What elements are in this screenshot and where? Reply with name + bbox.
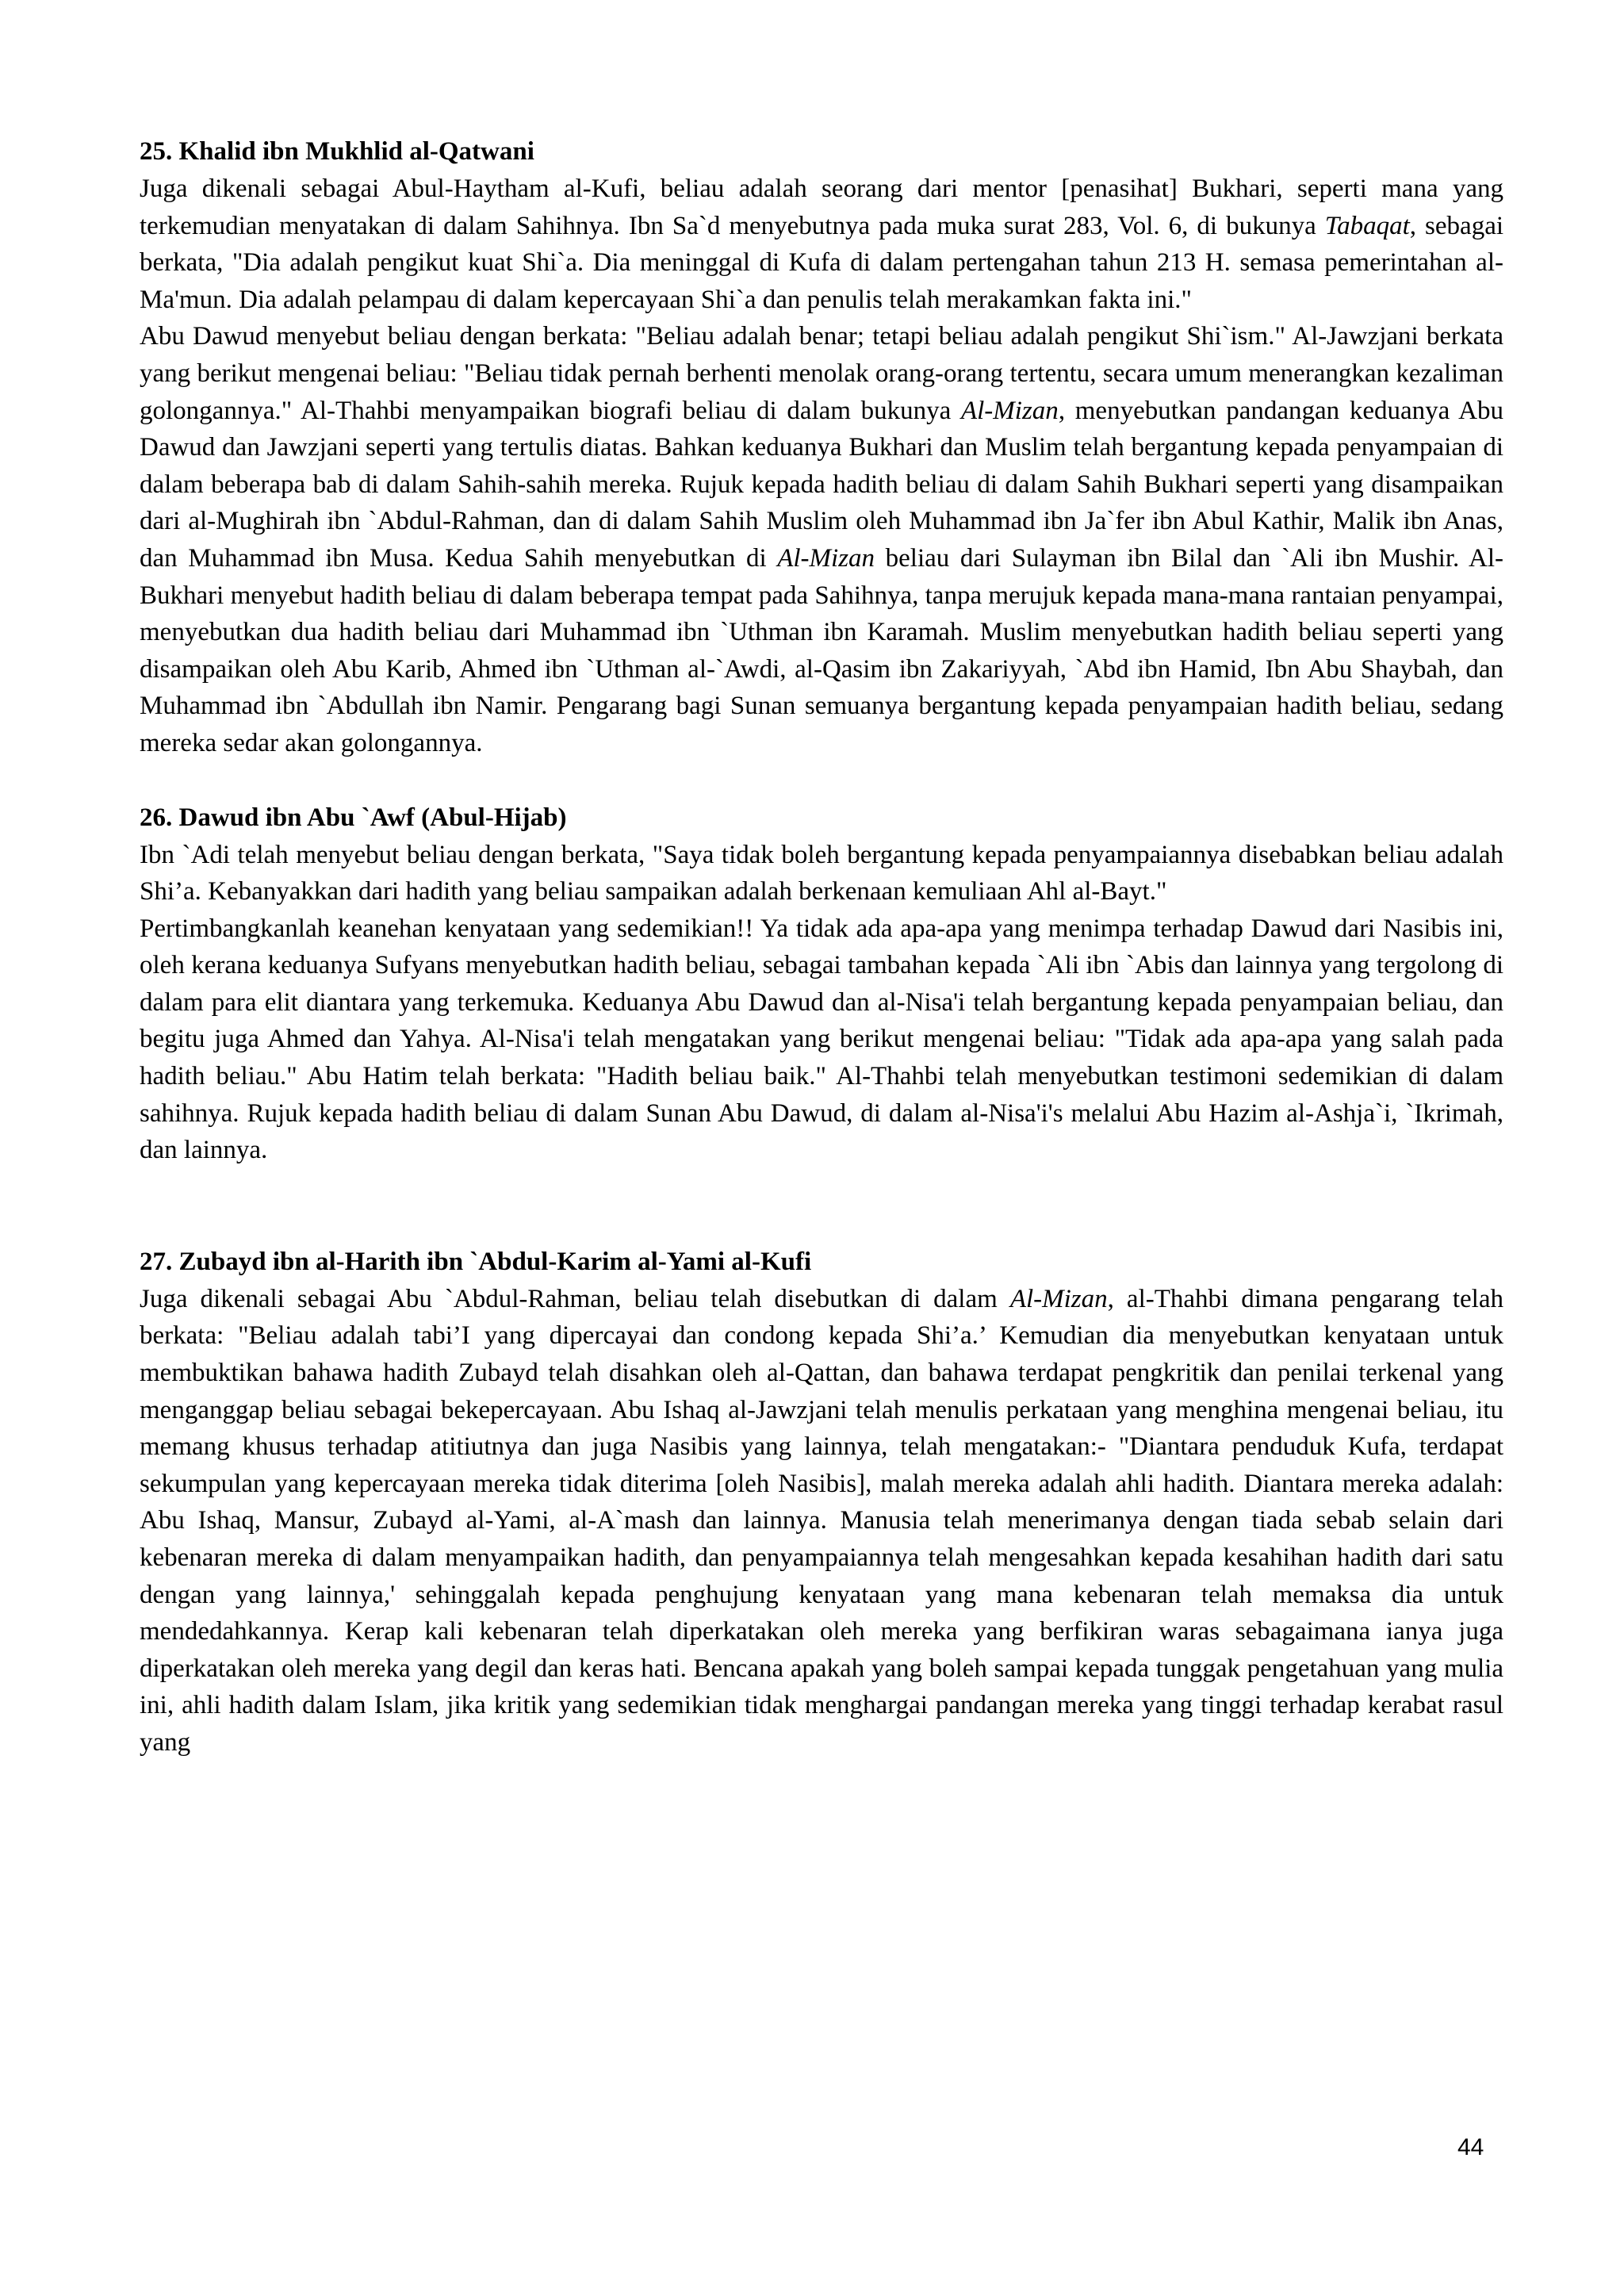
paragraph: [140, 171, 1503, 318]
book-title-italic: Al-Mizan: [777, 543, 875, 573]
book-title-italic: Al-Mizan: [960, 396, 1059, 425]
text-run: , al-Thahbi dimana pengarang telah berkata: "Beliau adalah tabi’I yang dipercayai dan condong kepada Shi’a.’ Kemudian dia menyebutkan kenyataan untuk membuktikan bahawa hadith Zubayd telah disahkan oleh al-Qattan, dan bahawa terdapat pengkritik dan penilai terkenal yang menganggap beliau sebagai bekepercayaan. Abu Ishaq al-Jawzjani telah menulis perkataan yang menghina mengenai beliau, itu memang khusus terhadap atitiutnya dan juga Nasibis yang lainnya, telah mengatakan:- "Diantara penduduk Kufa, terdapat sekumpulan yang kepercayaan mereka tidak diterima [oleh Nasibis], malah mereka adalah ahli hadith. Diantara mereka adalah: Abu Ishaq, Mansur, Zubayd al-Yami, al-A`mash dan lainnya. Manusia telah menerimanya dengan tiada sebab selain dari kebenaran mereka di dalam menyampaikan hadith, dan penyampaiannya telah mengesahkan kepada kesahihan hadith dari satu dengan yang lainnya,' sehinggalah kepada penghujung kenyataan yang mana kebenaran telah memaksa dia untuk mendedahkannya. Kerap kali kebenaran telah diperkatakan oleh mereka yang berfikiran waras sebagaimana ianya juga diperkatakan oleh mereka yang degil dan keras hati. Bencana apakah yang boleh sampai kepada tunggak pengetahuan yang mulia ini, ahli hadith dalam Islam, jika kritik yang sedemikian tidak menghargai pandangan mereka yang tinggi terhadap kerabat rasul yang: [140, 1284, 1503, 1757]
section-title: 27. Zubayd ibn al-Harith ibn `Abdul-Karim al-Yami al-Kufi: [140, 1247, 812, 1276]
paragraph: [140, 318, 1503, 761]
section-title: 25. Khalid ibn Mukhlid al-Qatwani: [140, 137, 534, 166]
section-26: [140, 799, 1503, 1169]
text-run: beliau dari Sulayman ibn Bilal dan `Ali ibn Mushir. Al-Bukhari menyebut hadith beliau di dalam beberapa tempat pada Sahihnya, tanpa merujuk kepada mana-mana rantaian penyampai, menyebutkan dua hadith beliau dari Muhammad ibn `Uthman ibn Karamah. Muslim menyebutkan hadith beliau seperti yang disampaikan oleh Abu Karib, Ahmed ibn `Uthman al-`Awdi, al-Qasim ibn Zakariyyah, `Abd ibn Hamid, Ibn Abu Shaybah, dan Muhammad ibn `Abdullah ibn Namir. Pengarang bagi Sunan semuanya bergantung kepada penyampaian hadith beliau, sedang mereka sedar akan golongannya.: [140, 543, 1503, 757]
book-title-italic: Al-Mizan: [1009, 1284, 1108, 1313]
text-run: , sebagai berkata, "Dia adalah pengikut kuat Shi`a. Dia meninggal di Kufa di dalam pertengahan tahun 213 H. semasa pemerintahan al-Ma'mun. Dia adalah pelampau di dalam kepercayaan Shi`a dan penulis telah merakamkan fakta ini.": [140, 211, 1504, 314]
paragraph: [140, 1281, 1503, 1761]
text-run: Juga dikenali sebagai Abu `Abdul-Rahman, beliau telah disebutkan di dalam: [140, 1284, 1010, 1313]
text-run: Pertimbangkanlah keanehan kenyataan yang sedemikian!! Ya tidak ada apa-apa yang menimpa terhadap Dawud dari Nasibis ini, oleh kerana keduanya Sufyans menyebutkan hadith beliau, sebagai tambahan kepada `Ali ibn `Abis dan lainnya yang tergolong di dalam para elit diantara yang terkemuka. Keduanya Abu Dawud dan al-Nisa'i telah bergantung kepada penyampaian beliau, dan begitu juga Ahmed dan Yahya. Al-Nisa'i telah mengatakan yang berikut mengenai beliau: "Tidak ada apa-apa yang salah pada hadith beliau." Abu Hatim telah berkata: "Hadith beliau baik." Al-Thahbi telah menyebutkan testimoni sedemikian di dalam sahihnya. Rujuk kepada hadith beliau di dalam Sunan Abu Dawud, di dalam al-Nisa'i's melalui Abu Hazim al-Ashja`i, `Ikrimah, dan lainnya.: [140, 914, 1503, 1165]
text-run: Juga dikenali sebagai Abul-Haytham al-Kufi, beliau adalah seorang dari mentor [penasihat] Bukhari, seperti mana yang terkemudian menyatakan di dalam Sahihnya. Ibn Sa`d menyebutnya pada muka surat 283, Vol. 6, di bukunya: [140, 174, 1503, 240]
document-body: [140, 133, 1503, 1761]
text-run: Abu Dawud menyebut beliau dengan berkata: "Beliau adalah benar; tetapi beliau adalah pengikut Shi`ism." Al-Jawzjani berkata yang berikut mengenai beliau: "Beliau tidak pernah berhenti menolak orang-orang tertentu, secara umum menerangkan kezaliman golongannya." Al-Thahbi menyampaikan biografi beliau di dalam bukunya: [140, 322, 1503, 425]
page-number: 44: [1457, 2134, 1484, 2160]
section-25: [140, 133, 1503, 762]
paragraph: [140, 837, 1503, 910]
text-run: Ibn `Adi telah menyebut beliau dengan berkata, "Saya tidak boleh bergantung kepada penyampaiannya disebabkan beliau adalah Shi’a. Kebanyakkan dari hadith yang beliau sampaikan adalah berkenaan kemuliaan Ahl al-Bayt.": [140, 840, 1503, 907]
section-27: [140, 1244, 1503, 1761]
paragraph: [140, 910, 1503, 1169]
book-title-italic: Tabaqat: [1324, 211, 1410, 240]
text-run: , menyebutkan pandangan keduanya Abu Dawud dan Jawzjani seperti yang tertulis diatas. Bahkan keduanya Bukhari dan Muslim telah bergantung kepada penyampaian di dalam beberapa bab di dalam Sahih-sahih mereka. Rujuk kepada hadith beliau di dalam Sahih Bukhari seperti yang disampaikan dari al-Mughirah ibn `Abdul-Rahman, dan di dalam Sahih Muslim oleh Muhammad ibn Ja`fer ibn Abul Kathir, Malik ibn Anas, dan Muhammad ibn Musa. Kedua Sahih menyebutkan di: [140, 396, 1503, 573]
section-title: 26. Dawud ibn Abu `Awf (Abul-Hijab): [140, 803, 567, 832]
